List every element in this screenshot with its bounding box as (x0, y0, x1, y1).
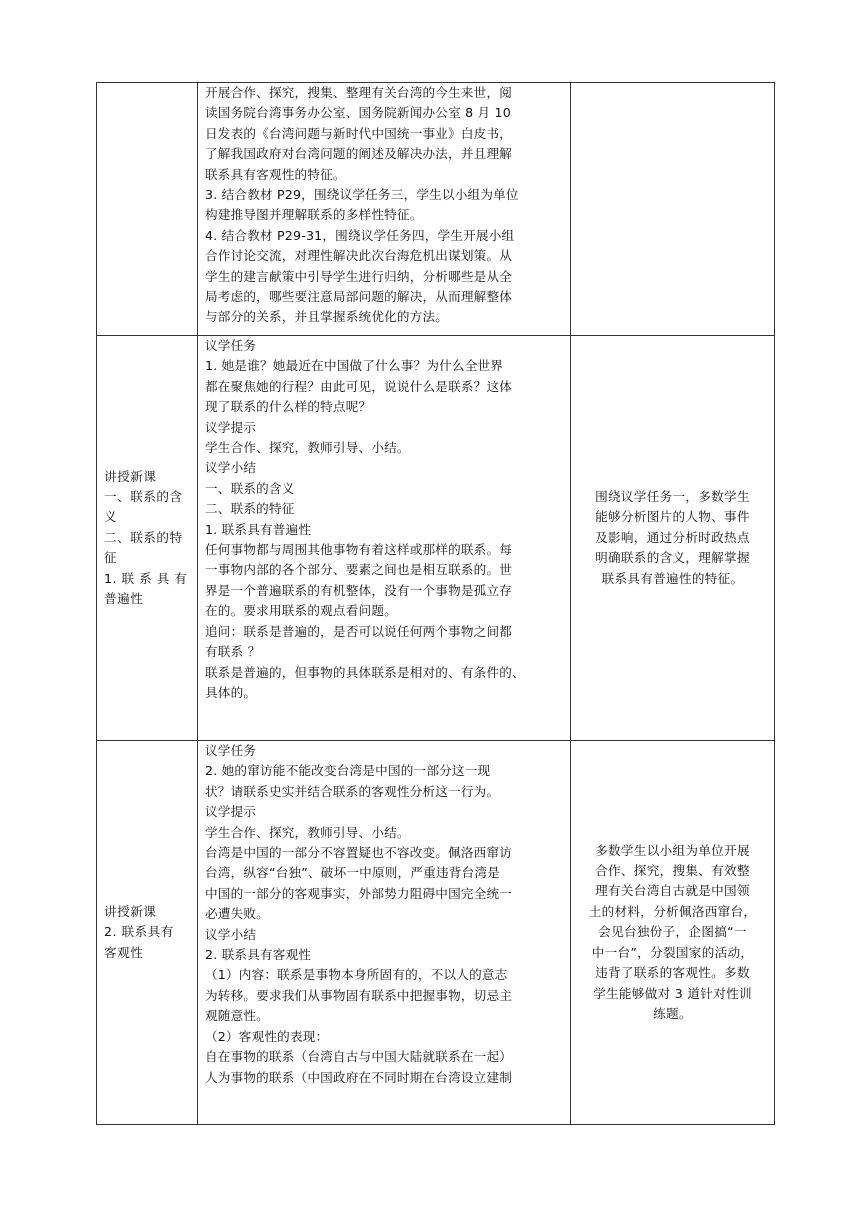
content-line: 一事物内部的各个部分、要素之间也是相互联系的。世 (205, 562, 513, 578)
content-line: 合作讨论交流，对理性解决此次台海危机出谋划策。从 (205, 248, 513, 264)
content-line: 与部分的关系，并且掌握系统优化的方法。 (205, 309, 449, 325)
topic-line: 一、联系的含 (104, 488, 183, 504)
assessment-line: 理有关台湾自古就是中国领 (595, 883, 750, 899)
content-line: 具体的。 (205, 684, 257, 700)
topic-line: 二、联系的特 (104, 529, 183, 545)
content-line: 追问：联系是普遍的，是否可以说任何两个事物之间都 (205, 623, 513, 639)
content-line: 界是一个普遍联系的有机整体，没有一个事物是孤立存 (205, 582, 513, 598)
content-line: 台湾是中国的一部分不容置疑也不容改变。佩洛西窜访 (205, 845, 513, 861)
content-line: （1）内容：联系是事物本身所固有的，不以人的意志 (205, 967, 508, 983)
content-line: 自在事物的联系（台湾自古与中国大陆就联系在一起） (205, 1049, 513, 1065)
content-line: 开展合作、探究，搜集、整理有关台湾的今生来世，阅 (205, 85, 513, 100)
assessment-cell (571, 336, 775, 741)
topic-line: 讲授新课 (104, 468, 157, 484)
assessment-line: 围绕议学任务一，多数学生 (595, 488, 750, 504)
content-line: 议学任务 (205, 338, 257, 353)
content-line: 议学小结 (205, 460, 257, 476)
content-line: 议学提示 (205, 804, 257, 820)
topic-cell (97, 741, 198, 1125)
topic-line: 2. 联系具有 (104, 924, 174, 940)
table-row (97, 336, 775, 741)
content-line: 为转移。要求我们从事物固有联系中把握事物，切忌主 (205, 987, 513, 1003)
assessment-cell (571, 83, 775, 336)
content-line: 1. 联系具有普遍性 (205, 521, 312, 537)
assessment-line: 多数学生以小组为单位开展 (595, 842, 750, 858)
content-line: 人为事物的联系（中国政府在不同时期在台湾设立建制 (205, 1069, 513, 1085)
content-line: 有联系 ？ (205, 644, 261, 660)
content-line: 学生合作、探究，教师引导、小结。 (205, 824, 410, 840)
content-line: 一、联系的含义 (205, 480, 295, 496)
assessment-line: 联系具有普遍性的特征。 (601, 570, 744, 586)
content-line: 议学任务 (205, 743, 257, 758)
content-cell (198, 336, 571, 741)
assessment-line: 中一台”，分裂国家的活动， (591, 944, 754, 960)
topic-cell (97, 83, 198, 336)
content-line: （2）客观性的表现： (205, 1028, 329, 1044)
content-line: 联系具有客观性的特征。 (205, 166, 346, 182)
content-cell (198, 741, 571, 1125)
content-line: 状？请联系史实并结合联系的客观性分析这一行为。 (205, 783, 500, 799)
assessment-line: 合作、探究，搜集、有效整 (595, 863, 750, 879)
content-line: 2. 她的窜访能不能改变台湾是中国的一部分这一现 (205, 763, 491, 779)
content-line: 必遭失败。 (205, 906, 269, 922)
content-line: 读国务院台湾事务办公室、国务院新闻办公室 8 月 10 (205, 105, 511, 121)
content-line: 二、联系的特征 (205, 501, 295, 517)
assessment-line: 及影响，通过分析时政热点 (595, 529, 750, 545)
topic-line: 客观性 (104, 944, 144, 960)
content-line: 3. 结合教材 P29，围绕议学任务三，学生以小组为单位 (205, 187, 519, 203)
content-line: 联系是普遍的，但事物的具体联系是相对的、有条件的、 (205, 664, 525, 680)
assessment-line: 学生能够做对 3 道针对性训 (593, 985, 752, 1001)
lesson-plan-table (96, 82, 775, 1125)
content-line: 都在聚焦她的行程？由此可见，说说什么是联系？这体 (205, 378, 513, 394)
assessment-line: 土的材料，分析佩洛西窜台， (588, 903, 757, 919)
topic-line: 1. 联 系 具 有 (104, 570, 188, 586)
content-line: 2. 联系具有客观性 (205, 947, 312, 963)
content-line: 局考虑的，哪些要注意局部问题的解决，从而理解整体 (205, 289, 513, 305)
topic-line: 讲授新课 (104, 903, 157, 919)
content-line: 现了联系的什么样的特点呢？ (205, 399, 372, 415)
assessment-cell (571, 741, 775, 1125)
content-line: 日发表的《台湾问题与新时代中国统一事业》白皮书， (205, 125, 513, 141)
content-line: 议学小结 (205, 926, 257, 942)
content-line: 观随意性。 (205, 1008, 269, 1024)
content-line: 了解我国政府对台湾问题的阐述及解决办法，并且理解 (205, 146, 513, 162)
topic-cell (97, 336, 198, 741)
assessment-line: 会见台独份子，企图搞“一 (598, 924, 747, 940)
content-line: 学生的建言献策中引导学生进行归纳，分析哪些是从全 (205, 268, 513, 284)
content-line: 在的。要求用联系的观点看问题。 (205, 603, 397, 619)
content-line: 台湾，纵容“台独”、破坏一中原则，严重违背台湾是 (205, 865, 500, 881)
content-line: 中国的一部分的客观事实，外部势力阻碍中国完全统一 (205, 885, 513, 901)
topic-line: 征 (104, 550, 118, 566)
topic-line: 义 (104, 509, 118, 525)
assessment-line: 明确联系的含义，理解掌握 (595, 550, 750, 566)
assessment-line: 能够分析图片的人物、事件 (595, 509, 750, 525)
table-row (97, 741, 775, 1125)
content-line: 任何事物都与周围其他事物有着这样或那样的联系。每 (205, 542, 513, 558)
topic-line: 普遍性 (104, 591, 144, 607)
content-cell (198, 83, 571, 336)
content-line: 4. 结合教材 P29-31，围绕议学任务四，学生开展小组 (205, 227, 515, 243)
assessment-line: 练题。 (653, 1005, 692, 1021)
content-line: 议学提示 (205, 419, 257, 435)
content-line: 1. 她是谁？她最近在中国做了什么事？为什么全世界 (205, 358, 504, 374)
content-line: 构建推导图并理解联系的多样性特征。 (205, 207, 423, 223)
assessment-line: 违背了联系的客观性。多数 (595, 965, 750, 981)
table-row (97, 83, 775, 336)
content-line: 学生合作、探究，教师引导、小结。 (205, 440, 410, 456)
